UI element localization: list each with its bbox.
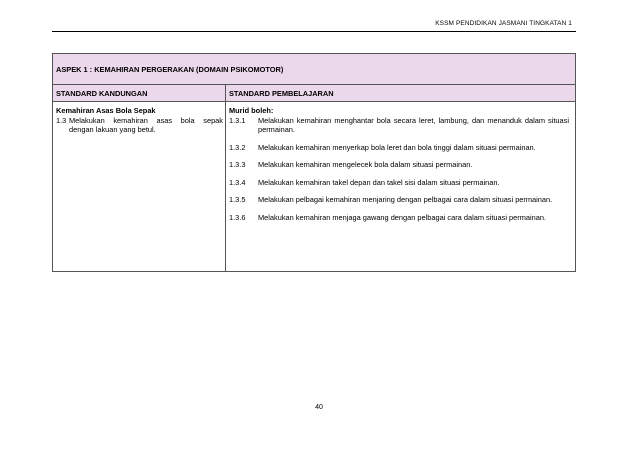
item-number: 1.3.6 [229, 212, 246, 222]
item-number: 1.3.2 [229, 142, 246, 152]
item-text: Melakukan kemahiran takel depan dan takel sisi dalam situasi permainan. [258, 177, 500, 187]
page-number: 40 [315, 404, 323, 411]
list-item [229, 116, 569, 135]
item-text: Melakukan kemahiran menjaga gawang dengan pelbagai cara dalam situasi permainan. [258, 212, 547, 222]
curriculum-table [52, 53, 576, 272]
kandungan-number: 1.3 [56, 115, 67, 125]
item-number: 1.3.4 [229, 177, 246, 187]
item-number: 1.3.5 [229, 195, 246, 204]
item-text: Melakukan kemahiran mengelecek bola dalam situasi permainan. [258, 160, 473, 169]
list-item [229, 160, 569, 170]
header-rule [52, 31, 576, 32]
standard-kandungan-header: STANDARD KANDUNGAN [53, 85, 226, 102]
item-text: Melakukan kemahiran menghantar bola secara leret, lambung, dan menanduk dalam situasi permainan. [258, 115, 569, 134]
item-text: Melakukan kemahiran menyerkap bola leret dan bola tinggi dalam situasi permainan. [258, 142, 536, 152]
kandungan-item [56, 116, 223, 135]
pembelajaran-cell [226, 102, 576, 272]
running-header: KSSM PENDIDIKAN JASMANI TINGKATAN 1 [435, 20, 572, 27]
list-item [229, 178, 569, 188]
murid-label: Murid boleh: [229, 106, 274, 115]
list-item [229, 143, 569, 153]
kandungan-title: Kemahiran Asas Bola Sepak [56, 106, 156, 115]
kandungan-cell [53, 102, 226, 272]
content-row [53, 102, 576, 272]
item-text: Melakukan pelbagai kemahiran menjaring dengan pelbagai cara dalam situasi permainan. [258, 195, 553, 204]
aspek-title: ASPEK 1 : KEMAHIRAN PERGERAKAN (DOMAIN PSIKOMOTOR) [53, 54, 576, 85]
aspek-row [53, 54, 576, 85]
item-number: 1.3.1 [229, 115, 246, 125]
standard-pembelajaran-header: STANDARD PEMBELAJARAN [226, 85, 576, 102]
column-header-row [53, 85, 576, 102]
kandungan-text: Melakukan kemahiran asas bola sepak dengan lakuan yang betul. [69, 115, 223, 134]
item-number: 1.3.3 [229, 160, 246, 169]
list-item [229, 195, 569, 205]
list-item [229, 213, 569, 223]
